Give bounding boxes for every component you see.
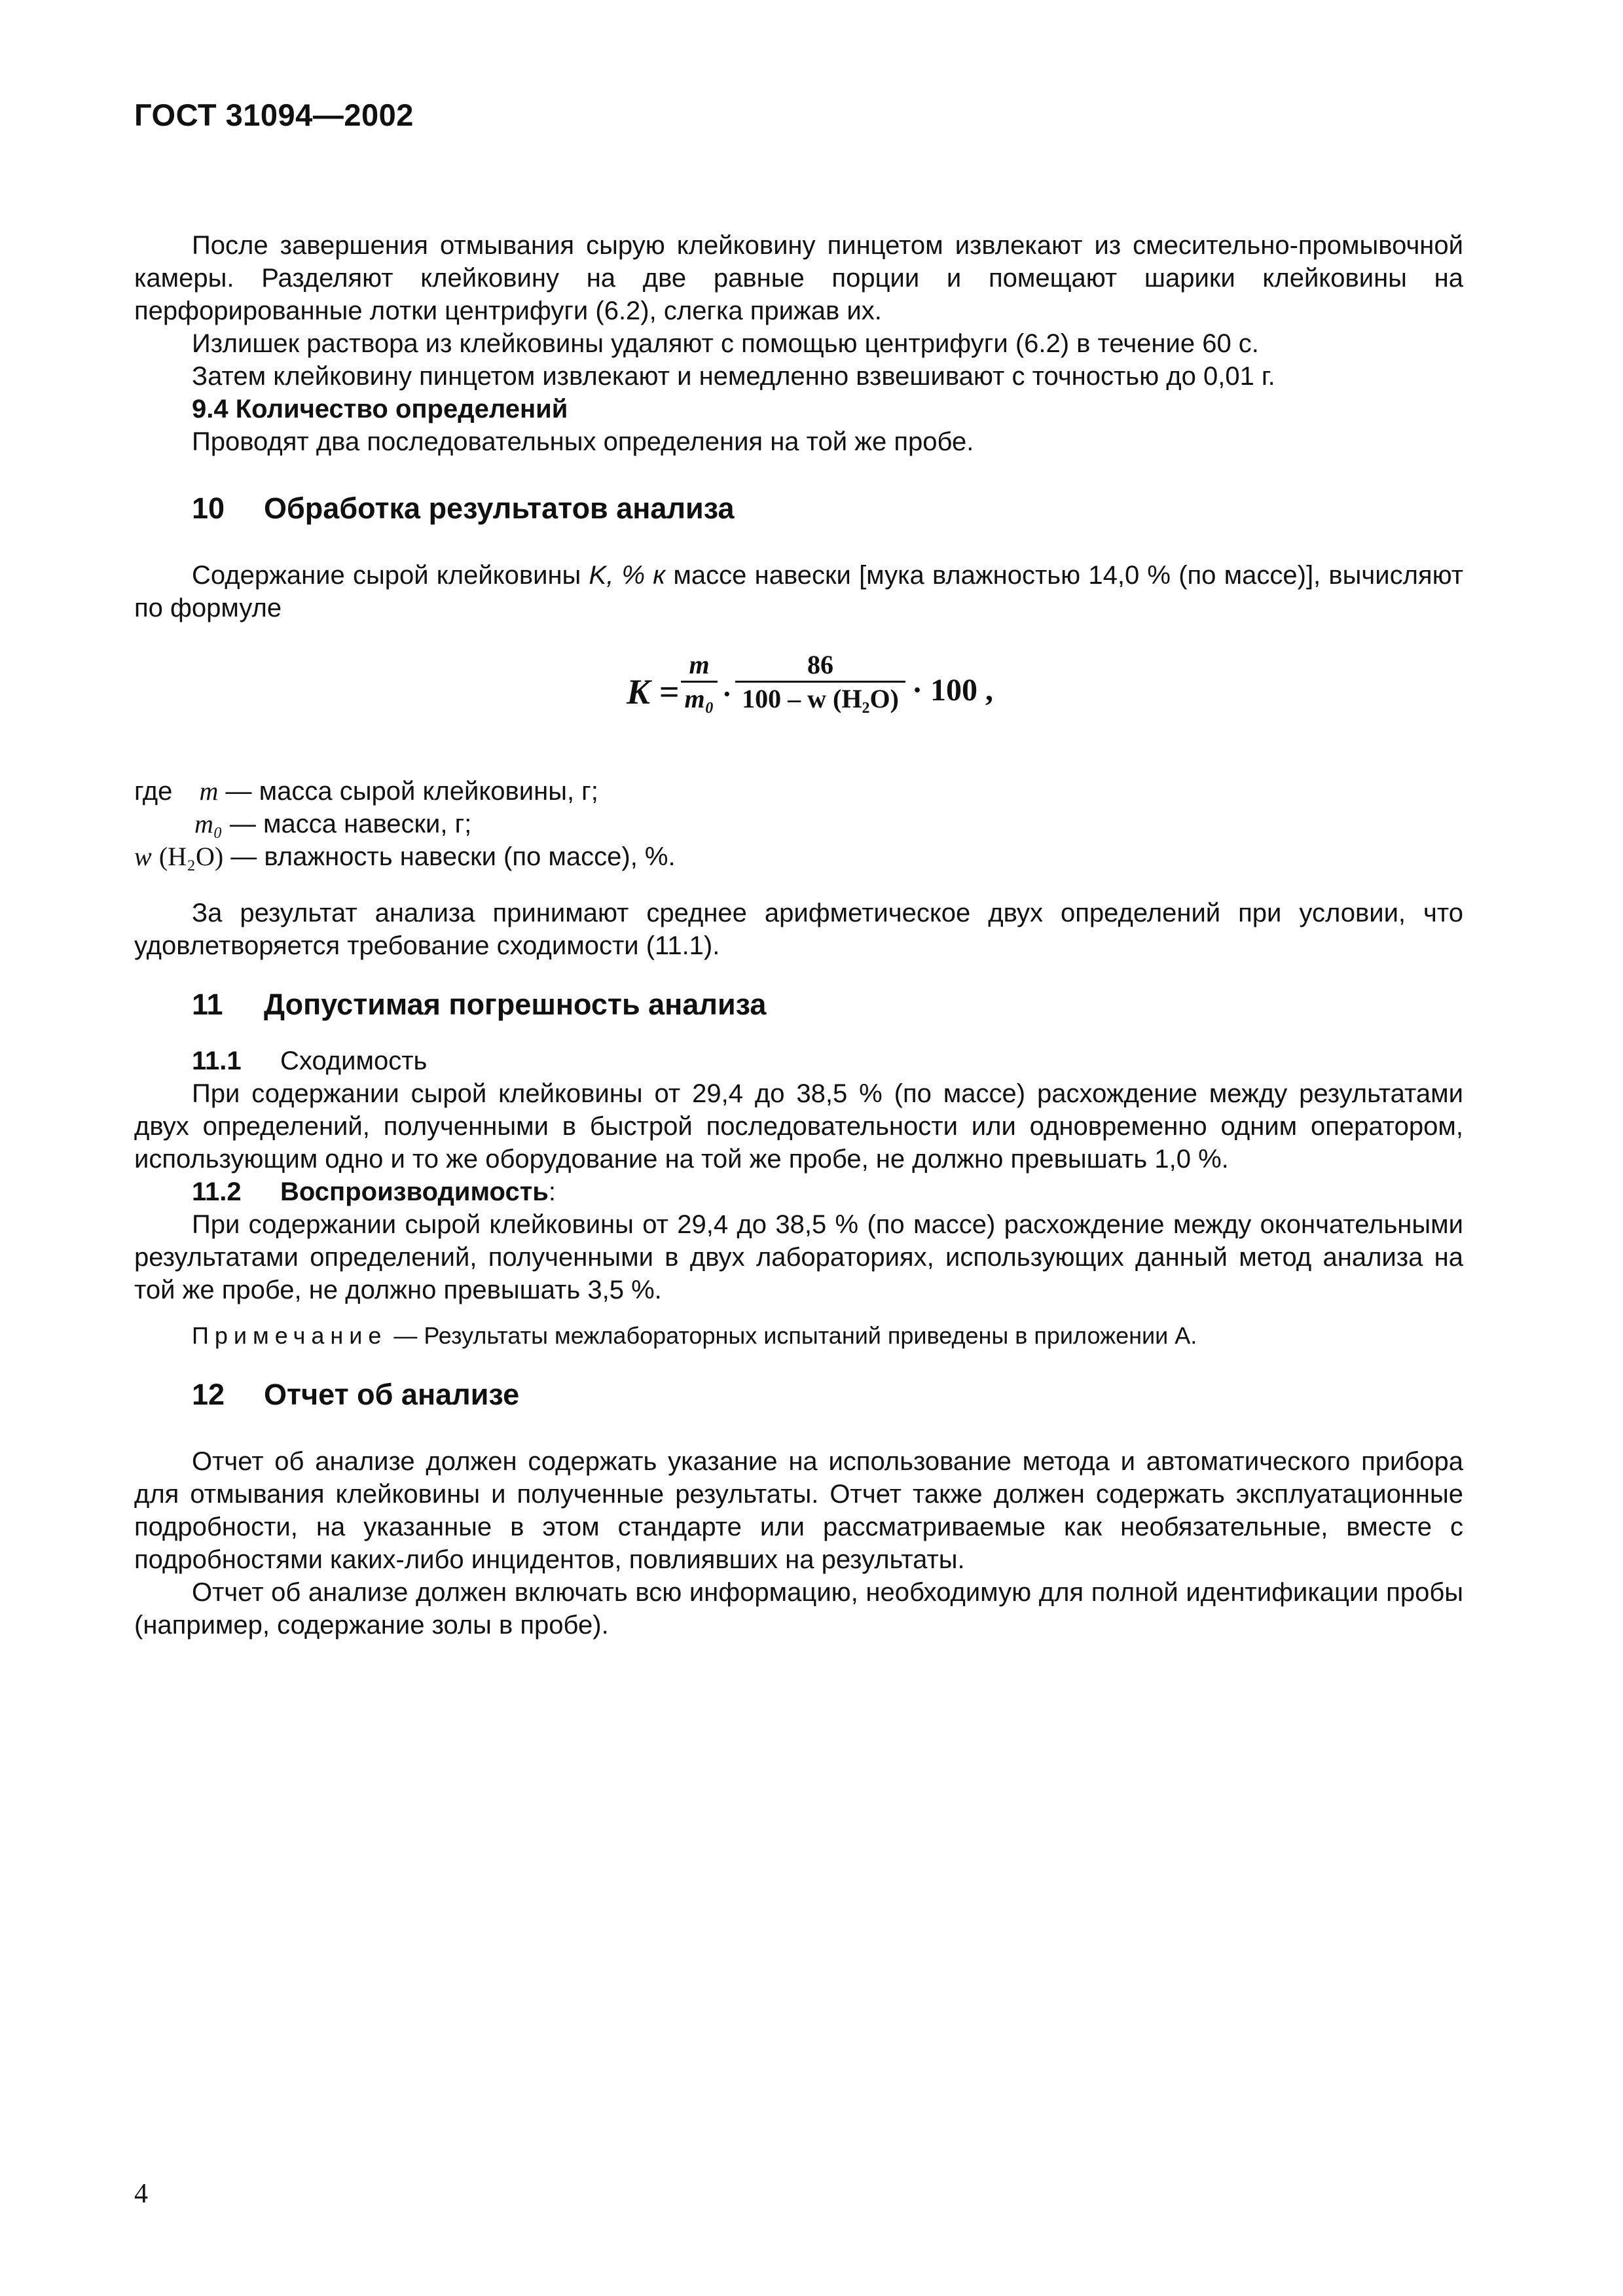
- section-heading-10: [134, 492, 1463, 525]
- subsection-number: 11.1: [192, 1047, 242, 1075]
- paragraph-report-identification: Отчет об анализе должен включать всю информацию, необходимую для полной идентификации пробы (например, содержание золы в пробе).: [134, 1578, 1463, 1640]
- fraction-denominator: m₀: [684, 684, 714, 713]
- fraction-numerator: m: [681, 649, 718, 683]
- paragraph-reproducibility: При содержании сырой клейковины от 29,4 до 38,5 % (по массе) расхождение между окончательными результатами определений, полученными в двух лабораториях, использующих данный метод анализа на той же пробе, не должно превышать 3,5 %.: [134, 1210, 1463, 1304]
- paragraph-extract-gluten: После завершения отмывания сырую клейковину пинцетом извлекают из смесительно-промывочной камеры. Разделяют клейковину на две равные порции и помещают шарики клейковины на перфорированные лотки центрифуги (6.2), слегка прижав их.: [134, 231, 1463, 325]
- definition-text: — масса навески, г;: [229, 810, 472, 838]
- where-label: где: [134, 777, 173, 806]
- fraction-m-over-m0: [681, 649, 718, 715]
- lead-text: Содержание сырой клейковины: [192, 561, 589, 590]
- symbol-w: w: [134, 842, 152, 871]
- fraction-numerator: 86: [735, 649, 905, 683]
- subsection-number: 11.2: [192, 1177, 242, 1206]
- paragraph-report-content: Отчет об анализе должен содержать указание на использование метода и автоматического прибора для отмывания клейковины и полученные результаты. Отчет также должен содержать эксплуатационные подробности, на указанные в этом стандарте или рассматриваемые как необязательные, вместе с подробностями каких-либо инцидентов, повлиявших на результаты.: [134, 1447, 1463, 1574]
- note-text: — Результаты межлабораторных испытаний приведены в приложении А.: [387, 1322, 1197, 1349]
- symbol-m0: m₀: [194, 809, 223, 838]
- subsection-11-1-heading: [134, 1045, 1463, 1077]
- subheading-9-4: 9.4 Количество определений: [192, 395, 568, 423]
- formula-tail: · 100 ,: [912, 673, 994, 708]
- paragraph-centrifuge: Излишек раствора из клейковины удаляют с помощью центрифуги (6.2) в течение 60 с.: [192, 329, 1259, 358]
- symbol-h2o: (H₂O): [158, 842, 224, 871]
- definition-m0: [194, 808, 471, 840]
- section-number: 10: [192, 492, 225, 525]
- section-number: 12: [192, 1378, 225, 1411]
- variable-definitions: [134, 775, 1463, 880]
- subsection-11-2-heading: [134, 1175, 1463, 1208]
- definition-text: — влажность навески (по массе), %.: [230, 842, 676, 871]
- section-title: Обработка результатов анализа: [264, 492, 735, 525]
- note: [134, 1319, 1463, 1352]
- formula-lhs: K =: [627, 672, 680, 711]
- document-body: [134, 229, 1463, 1641]
- subsection-title: Сходимость: [280, 1047, 428, 1075]
- paragraph-repeatability: При содержании сырой клейковины от 29,4 до 38,5 % (по массе) расхождение между результатами двух определений, полученными в быстрой последовательности или одновременно одним оператором, использующим одно и то же оборудование на той же пробе, не должно превышать 1,0 %.: [134, 1079, 1463, 1174]
- paragraph-formula-lead: [134, 559, 1463, 624]
- lead-variable: K, % к: [589, 561, 666, 590]
- definition-m: [134, 775, 598, 808]
- section-number: 11: [192, 988, 223, 1021]
- subsection-title: Воспроизводимость: [280, 1177, 549, 1206]
- formula-multiply: ·: [722, 678, 732, 710]
- document-code: ГОСТ 31094—2002: [134, 98, 414, 132]
- section-title: Допустимая погрешность анализа: [264, 988, 767, 1021]
- paragraph-determinations: Проводят два последовательных определения на той же пробе.: [192, 427, 974, 456]
- fraction-denominator: 100 – w (H₂O): [742, 684, 899, 713]
- subsection-colon: :: [548, 1177, 556, 1206]
- formula-k: [134, 637, 1463, 768]
- fraction-moisture: [735, 649, 905, 715]
- definition-text: — масса сырой клейковины, г;: [225, 777, 598, 806]
- paragraph-result: За результат анализа принимают среднее арифметическое двух определений при условии, что удовлетворяется требование сходимости (11.1).: [134, 899, 1463, 960]
- lead-text-end: массе навески [мука влажностью 14,0 % (по массе)], вычисляют по формуле: [134, 561, 1464, 622]
- section-heading-12: [134, 1378, 1463, 1411]
- definition-w: [134, 840, 676, 873]
- note-label: Примечание: [192, 1322, 388, 1349]
- page-number: 4: [134, 2179, 148, 2209]
- paragraph-weigh: Затем клейковину пинцетом извлекают и немедленно взвешивают с точностью до 0,01 г.: [192, 362, 1275, 391]
- symbol-m: m: [199, 776, 219, 806]
- section-title: Отчет об анализе: [264, 1378, 520, 1411]
- section-heading-11: [134, 988, 1463, 1021]
